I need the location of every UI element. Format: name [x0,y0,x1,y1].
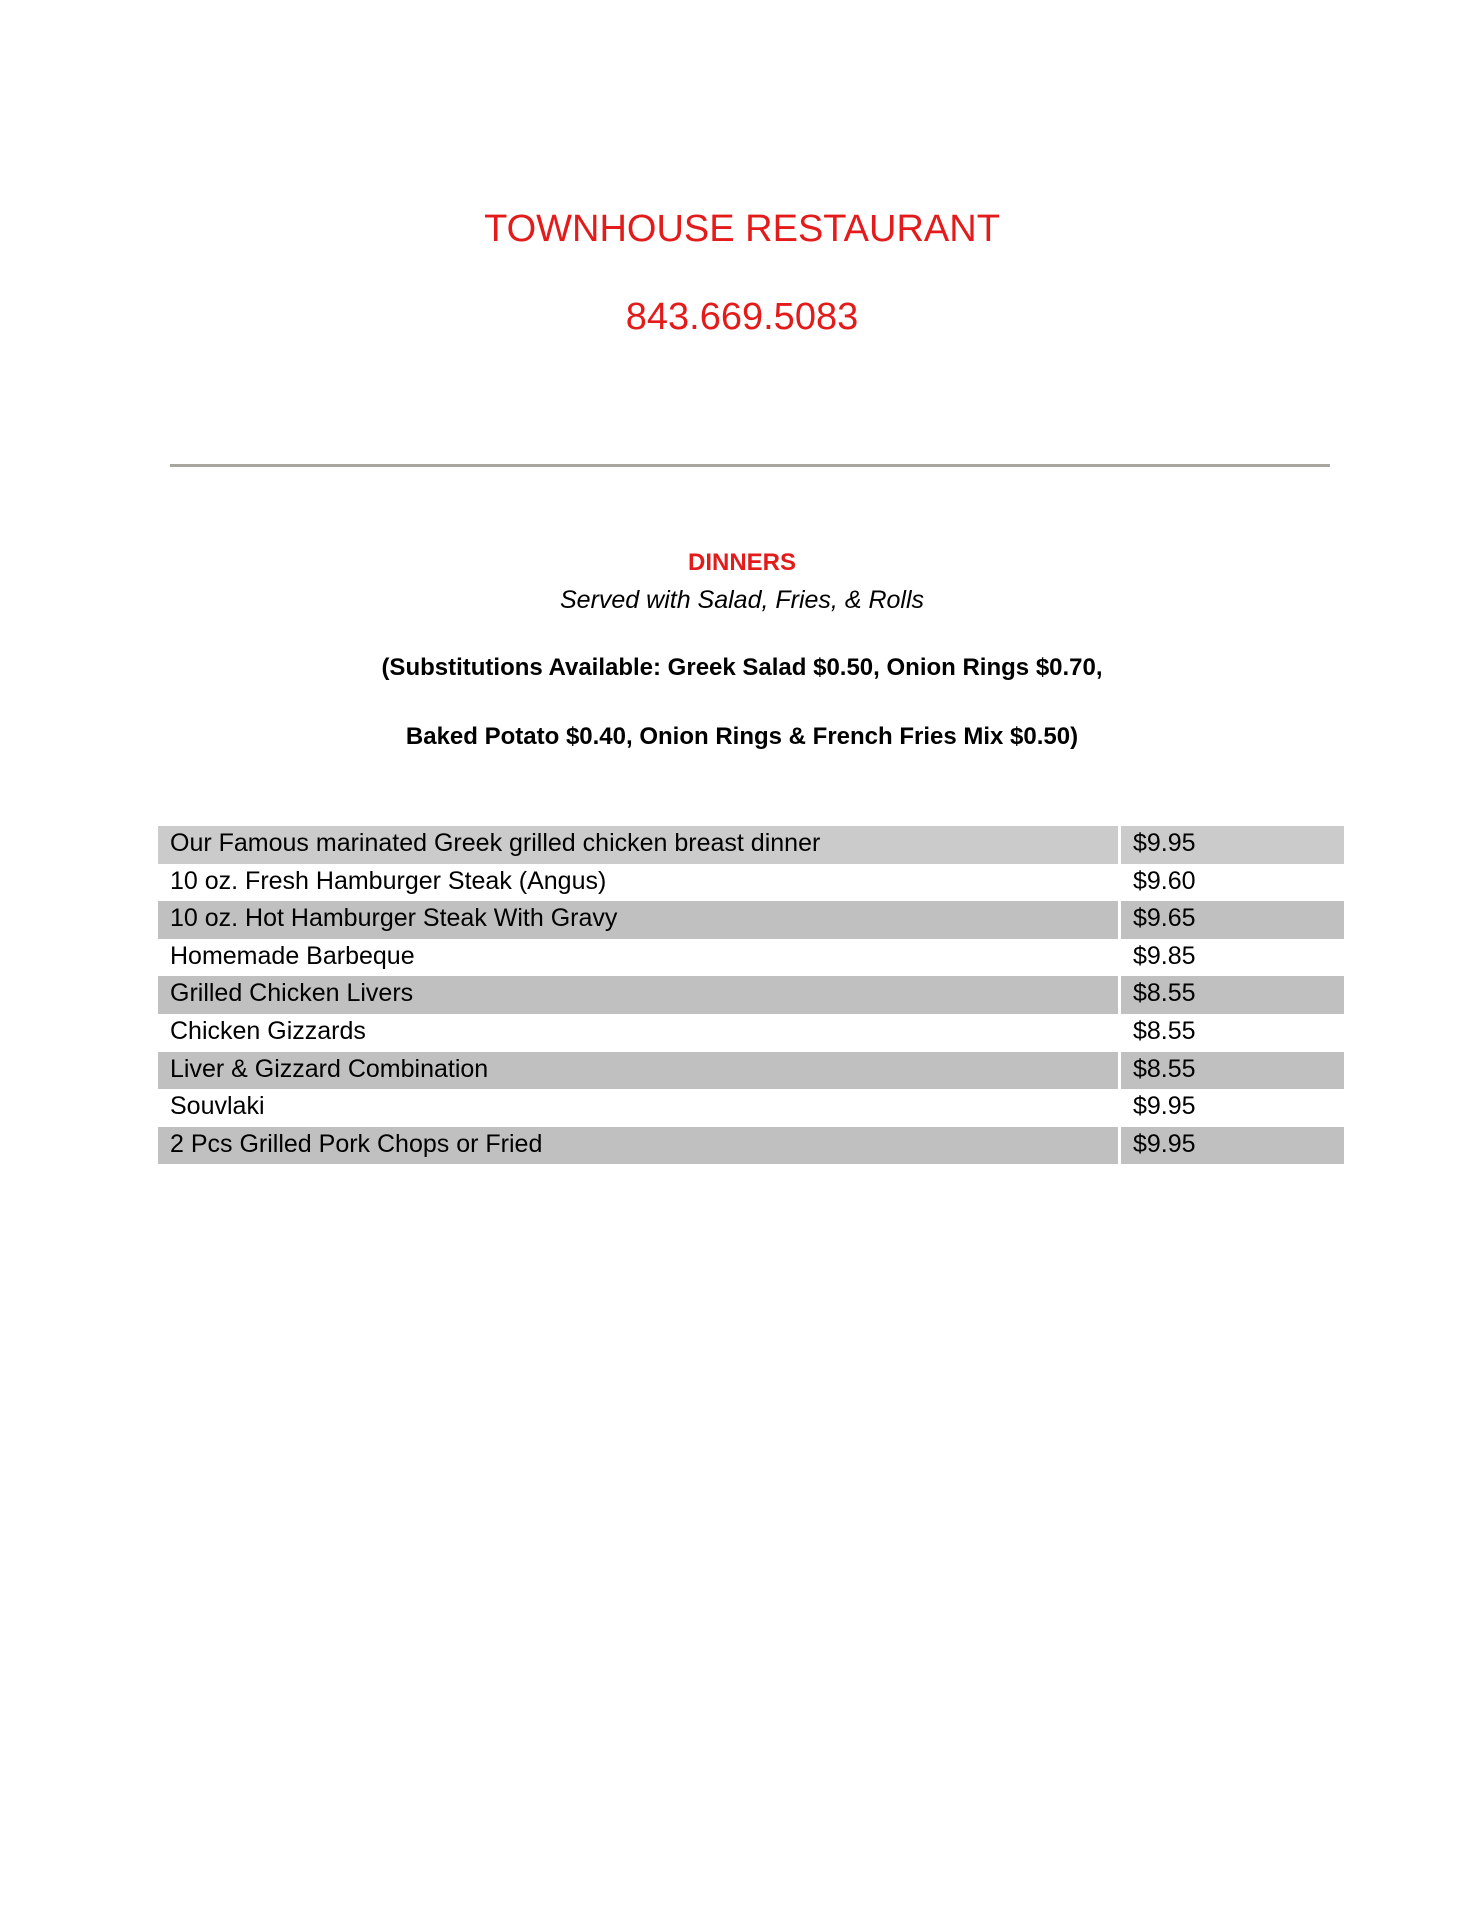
menu-row [158,864,1344,902]
substitutions-note-line-2: Baked Potato $0.40, Onion Rings & French Fries Mix $0.50) [405,723,1079,750]
menu-item-price: $9.95 [1121,826,1344,864]
menu-row [158,826,1344,864]
menu-item-price: $9.85 [1133,941,1196,970]
menu-table [158,826,1344,1164]
menu-item-price: $9.95 [1133,1092,1196,1121]
menu-row [158,1127,1344,1165]
menu-item-name: 10 oz. Fresh Hamburger Steak (Angus) [170,866,607,895]
menu-item-name: Grilled Chicken Livers [158,976,1118,1014]
menu-row [158,1089,1344,1127]
menu-item-name: Liver & Gizzard Combination [158,1052,1118,1090]
menu-item-price: $9.65 [1121,901,1344,939]
menu-item-name: Souvlaki [170,1092,265,1121]
menu-row [158,1052,1344,1090]
substitutions-note-line-1: (Substitutions Available: Greek Salad $0.50, Onion Rings $0.70, [381,654,1103,681]
phone-number: 843.669.5083 [625,296,859,338]
menu-item-name: 10 oz. Hot Hamburger Steak With Gravy [158,901,1118,939]
menu-item-price: $9.95 [1121,1127,1344,1165]
menu-row [158,976,1344,1014]
menu-item-price: $8.55 [1121,1052,1344,1090]
header-divider [170,464,1330,467]
menu-item-price: $8.55 [1133,1016,1196,1045]
menu-row [158,1014,1344,1052]
section-subtitle: Served with Salad, Fries, & Rolls [559,586,925,614]
section-title: DINNERS [687,549,796,576]
menu-item-name: Homemade Barbeque [170,941,415,970]
menu-row [158,901,1344,939]
menu-row [158,939,1344,977]
restaurant-name: TOWNHOUSE RESTAURANT [484,208,1000,250]
menu-item-name: Our Famous marinated Greek grilled chicken breast dinner [158,826,1118,864]
menu-item-price: $8.55 [1121,976,1344,1014]
menu-item-name: 2 Pcs Grilled Pork Chops or Fried [158,1127,1118,1165]
menu-item-price: $9.60 [1133,866,1196,895]
menu-item-name: Chicken Gizzards [170,1016,366,1045]
